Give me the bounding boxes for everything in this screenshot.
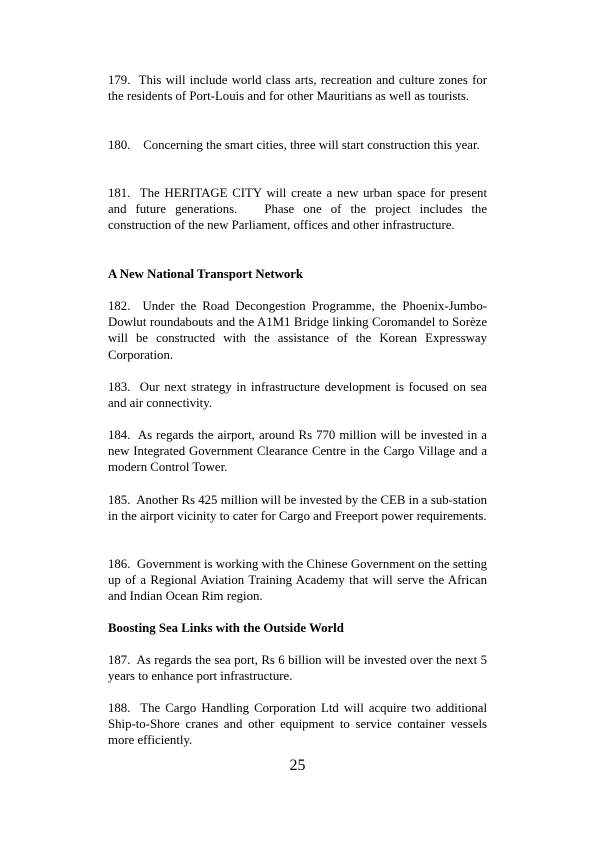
- paragraph-184: [108, 427, 491, 476]
- paragraph-183-text: 183. Our next strategy in infrastructure development is focused on sea and air connectivity.: [108, 380, 491, 411]
- paragraph-180-text: 180. Concerning the smart cities, three will start construction this year.: [108, 138, 480, 152]
- paragraph-188: [108, 700, 491, 749]
- section-heading-sea-links: Boosting Sea Links with the Outside World: [108, 621, 344, 635]
- paragraph-181: [108, 185, 491, 234]
- paragraph-184-text: 184. As regards the airport, around Rs 770 million will be invested in a new Integrated Government Clearance Centre in the Cargo Village and a modern Control Tower.: [108, 428, 491, 475]
- paragraph-183: [108, 379, 491, 411]
- paragraph-187: [108, 652, 491, 684]
- paragraph-185: [108, 492, 491, 524]
- section-heading-transport: A New National Transport Network: [108, 267, 304, 281]
- paragraph-179-text: 179. This will include world class arts, recreation and culture zones for the residents of Port-Louis and for other Mauritians as well as tourists.: [108, 73, 491, 104]
- paragraph-182: [108, 298, 491, 363]
- paragraph-179: [108, 72, 491, 104]
- paragraph-188-text: 188. The Cargo Handling Corporation Ltd will acquire two additional Ship-to-Shore cranes and other equipment to service container vessels more efficiently.: [108, 701, 491, 748]
- page-number: 25: [289, 757, 306, 774]
- paragraph-186: [108, 556, 491, 605]
- paragraph-181-text: 181. The HERITAGE CITY will create a new urban space for present and future generations. Phase one of the project includes the construction of the new Parliament, offices and other infrastructure.: [108, 186, 491, 233]
- paragraph-187-text: 187. As regards the sea port, Rs 6 billion will be invested over the next 5 years to enhance port infrastructure.: [108, 653, 491, 684]
- paragraph-180: [108, 137, 487, 153]
- paragraph-185-text: 185. Another Rs 425 million will be invested by the CEB in a sub-station in the airport vicinity to cater for Cargo and Freeport power requirements.: [108, 493, 491, 524]
- paragraph-186-text: 186. Government is working with the Chinese Government on the setting up of a Regional Aviation Training Academy that will serve the African and Indian Ocean Rim region.: [108, 557, 491, 604]
- paragraph-182-text: 182. Under the Road Decongestion Programme, the Phoenix-Jumbo-Dowlut roundabouts and the A1M1 Bridge linking Coromandel to Sorèze will be constructed with the assistance of the Korean Expressway Corporation.: [108, 299, 491, 362]
